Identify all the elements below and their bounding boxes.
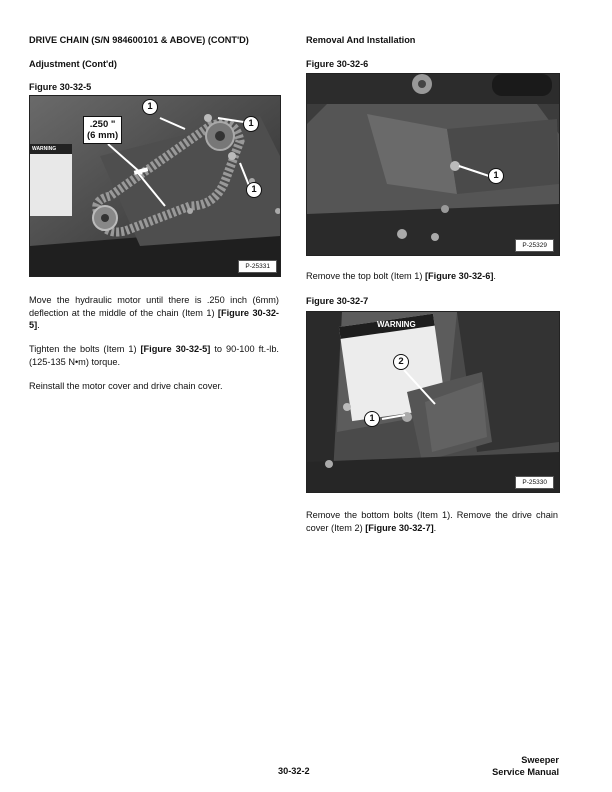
dimension-label [83, 116, 122, 144]
figure-30-32-7-photo [306, 311, 560, 493]
subtitle: Adjustment (Cont'd) [29, 59, 117, 69]
paragraph-adjust-end: . [37, 320, 40, 330]
figure-ref: [Figure 30-32-5] [29, 307, 279, 330]
figure-ref: [Figure 30-32-7] [365, 522, 434, 533]
paragraph-adjust [29, 294, 279, 332]
paragraph-remove-top [306, 270, 558, 283]
paragraph-torque-end: to 90-100 ft.-lb. (125-135 N•m) torque. [29, 344, 279, 367]
callout-1-top: 1 [142, 99, 158, 115]
callout-1-lower: 1 [246, 182, 262, 198]
manual-title [492, 754, 559, 778]
warning-decal-text: WARNING [377, 320, 416, 329]
figure-ref: [Figure 30-32-5] [140, 344, 211, 354]
figure-label: Figure 30-32-7 [306, 296, 369, 306]
removal-title: Removal And Installation [306, 35, 416, 45]
paragraph-torque [29, 343, 279, 368]
figure-ref: [Figure 30-32-6] [424, 271, 494, 281]
callout-1: 1 [488, 168, 504, 184]
paragraph-remove-top-text: Remove the top bolt (Item 1) [306, 271, 425, 281]
dimension-metric: (6 mm) [87, 130, 119, 141]
paragraph-remove-bottom [306, 509, 558, 534]
section-title: DRIVE CHAIN (S/N 984600101 & ABOVE) (CONT'D) [29, 35, 249, 45]
paragraph-adjust-text: Move the hydraulic motor until there is .250 inch (6mm) deflection at the middle of the chain (Item 1) [29, 295, 279, 318]
figure-30-32-6-photo [306, 73, 560, 256]
paragraph-reinstall: Reinstall the motor cover and drive chain cover. [29, 381, 223, 391]
paragraph-remove-bottom-text: Remove the bottom bolts (Item 1). Remove the drive chain cover (Item 2) [306, 510, 558, 533]
callout-1-right: 1 [243, 116, 259, 132]
paragraph-remove-top-end: . [493, 271, 496, 281]
manual-line-1: Sweeper [521, 755, 559, 765]
paragraph-torque-text: Tighten the bolts (Item 1) [29, 344, 141, 354]
manual-line-2: Service Manual [492, 767, 559, 777]
dimension-value: .250 " [89, 119, 116, 130]
figure-30-32-5-photo [29, 95, 281, 277]
callout-1: 1 [364, 411, 380, 427]
warning-decal-text: WARNING [32, 146, 57, 152]
paragraph-remove-bottom-end: . [433, 522, 437, 533]
figure-label: Figure 30-32-6 [306, 59, 369, 69]
photo-id: P-25331 [238, 260, 277, 273]
callout-2: 2 [393, 354, 409, 370]
photo-id: P-25329 [515, 239, 554, 252]
figure-label: Figure 30-32-5 [29, 82, 92, 92]
page-number: 30-32-2 [278, 766, 310, 776]
photo-id: P-25330 [515, 476, 554, 489]
